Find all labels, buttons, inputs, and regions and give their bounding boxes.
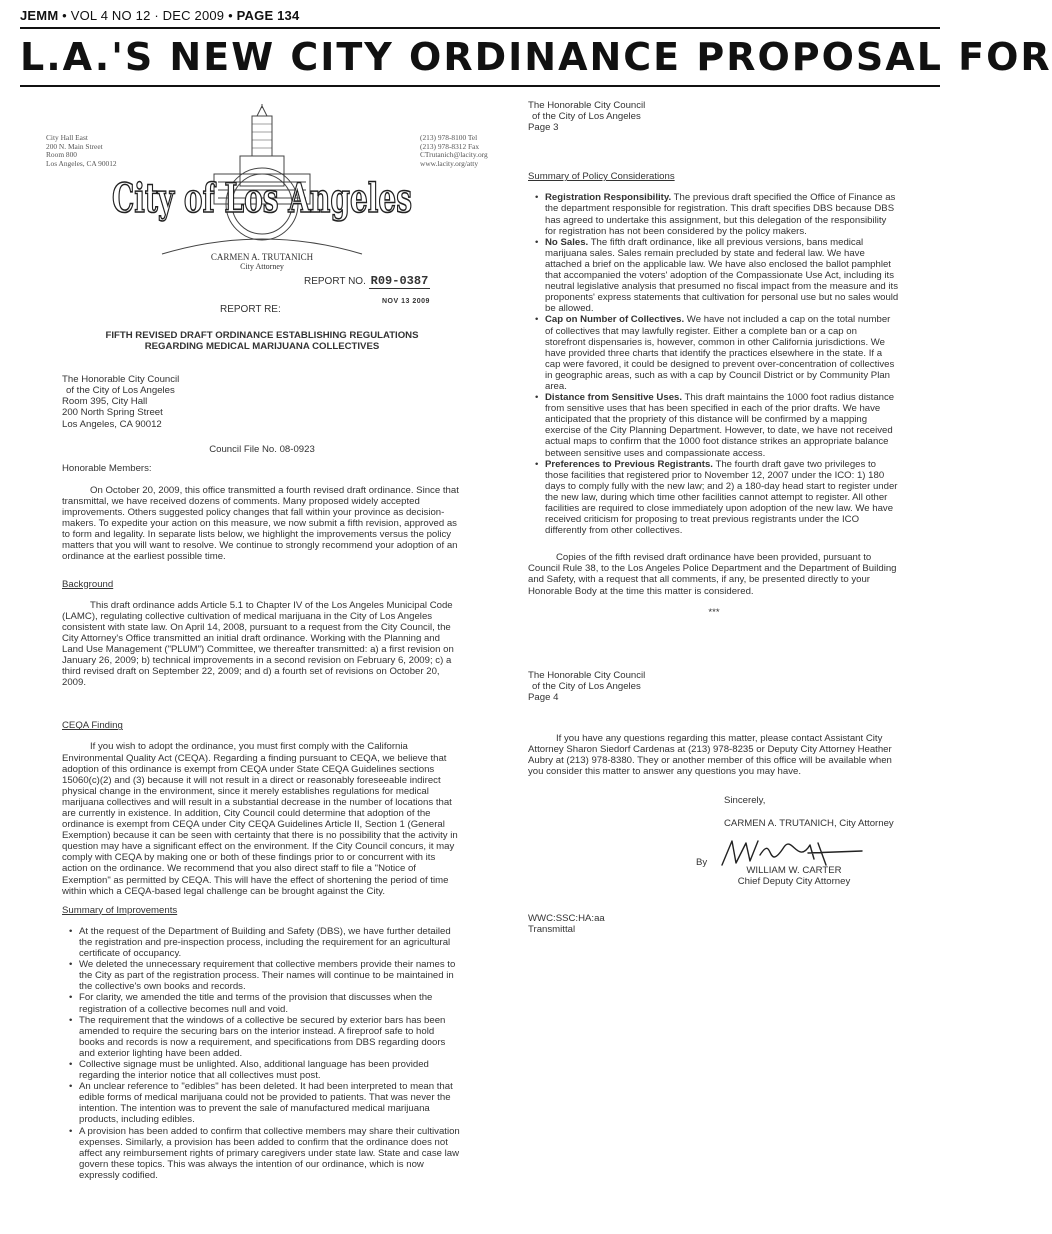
list-item: • Distance from Sensitive Uses. This draft maintains the 1000 foot radius distance from sensitive uses that has been specified in each of the prior drafts. We have anticipated that the propriety of this distance will be confirmed by a mapping exercise of the City Planning Department. However, to date, we have not received actual maps to confirm that the 1000 foot distance strikes an appropriate balance between sensitive uses and compassionate access. (545, 392, 900, 459)
running-header: JEMM • VOL 4 NO 12 · DEC 2009 • PAGE 134 (20, 8, 300, 23)
list-item: • No Sales. The fifth draft ordinance, like all previous versions, bans medical marijuana sales. Sales remain precluded by state and federal law. We have attached a brief on the applicable law. We have also enclosed the ballot pamphlet that accompanied the voters' adoption of the Compassionate Use Act, including its neutral legislative analysis that presumed no fiscal impact from the measure and its proponents' express statements that cultivation for personal use but no sales would be allowed. (545, 237, 900, 315)
report-number: REPORT NO. R09-0387 (304, 274, 429, 288)
intro-paragraph: On October 20, 2009, this office transmitted a fourth revised draft ordinance. Since that transmittal, we have received dozens of comments. Many proposed widely accepted improvements. Others suggested policy changes that fall within your province as decision-makers. To expedite your action on this measure, we now submit a fifth revision, approved as to form and legality. In separate lists below, we highlight the improvements versus the policy matters that you will want to resolve. We continue to strongly recommend your adoption of an ordinance at the earliest possible time. (62, 484, 459, 563)
list-item: • Preferences to Previous Registrants. The fourth draft gave two privileges to those facilities that registered prior to November 12, 2007 under the ICO: 1) 180 days to comply fully with the new law; and 2) a 180-day head start to register under the new law, during which time other facilities cannot attempt to register. All other facilities are required to close immediately upon adoption of the new law. We have received criticism for proposing to treat previous registrants under the ICO differently from other collectives. (545, 459, 900, 537)
page-number: PAGE 134 (236, 8, 300, 23)
list-item: • The requirement that the windows of a collective be secured by exterior bars has been amended to require the securing bars on the interior instead. A fireproof safe to hold books and records is now a requirement, and specifications from DBS regarding doors and exterior lighting have been added. (79, 1015, 462, 1059)
improvements-list (62, 926, 462, 1181)
handwritten-signature (714, 835, 864, 875)
by-label: By (696, 856, 708, 868)
copies-paragraph: Copies of the fifth revised draft ordinance have been provided, pursuant to Council Rule 38, to the Los Angeles Police Department and the Department of Building and Safety, with a request that all comments, if any, be presented directly to your Honorable Body at the time this matter is considered. (528, 552, 897, 597)
list-item: • At the request of the Department of Building and Safety (DBS), we have further detailed the registration and pre-inspection process, including the requirement for an agricultural certificate of occupancy. (79, 926, 462, 959)
policy-heading: Summary of Policy Considerations (528, 171, 675, 183)
publication-name: JEMM (20, 8, 59, 23)
letter-pages-3-4 (528, 100, 900, 935)
date-stamp: NOV 13 2009 (382, 298, 430, 305)
letterhead (46, 100, 488, 260)
page-4-header: The Honorable City Council of the City of Los Angeles Page 4 (528, 669, 646, 703)
attorney-name: CARMEN A. TRUTANICH (210, 252, 314, 262)
list-item: • Collective signage must be unlighted. Also, additional language has been provided regarding the interior notice that all collectives must post. (79, 1059, 462, 1081)
council-file: Council File No. 08-0923 (209, 443, 315, 455)
headline: L.A.'S NEW CITY ORDINANCE PROPOSAL FOR (20, 35, 1052, 79)
list-item: • Registration Responsibility. The previous draft specified the Office of Finance as the department responsible for registration. This draft specifies DBS because DBS has agreed to undertake this assignment, but this delegation of the responsibility for registration has not been considered by the policy makers. (545, 192, 900, 236)
attorney-title: City Attorney (240, 262, 284, 271)
signer-name: CARMEN A. TRUTANICH, City Attorney (724, 817, 894, 829)
section-separator: *** (708, 606, 720, 618)
letter-page-1 (46, 100, 488, 1181)
background-heading: Background (62, 578, 114, 590)
office-contact: (213) 978-8100 Tel (213) 978-8312 Fax CTrutanich@lacity.org www.lacity.org/atty (420, 133, 488, 168)
report-number-value: R09-0387 (370, 274, 429, 288)
city-seal-logo (102, 104, 422, 254)
background-paragraph: This draft ordinance adds Article 5.1 to Chapter IV of the Los Angeles Municipal Code (LAMC), regulating collective cultivation of medical marijuana in the City of Los Angeles consistent with state law. On April 14, 2008, pursuant to a request from the City Council, the City Attorney's Office transmitted an initial draft ordinance. Working with the Planning and Land Use Management ("PLUM") Committee, we thereafter transmitted: a) a first revision on January 26, 2009; b) technical improvements in a second revision on February 6, 2009; c) a third revised draft on September 22, 2009; and d) a fourth set of revisions on October 20, 2009. (62, 599, 454, 689)
list-item: • Cap on Number of Collectives. We have not included a cap on the total number of collectives that may lawfully register. Either a complete ban or a cap on storefront dispensaries is, however, common in other California jurisdictions. We have provided three charts that identify the practices elsewhere in the state. If a cap were favored, it could be designed to prevent over-concentration of collectives in geographic areas, such as with a cap by Council District or by Community Plan area. (545, 314, 900, 392)
improvements-heading: Summary of Improvements (62, 904, 178, 916)
signature-name: WILLIAM W. CARTER (746, 864, 842, 876)
signature-title: Chief Deputy City Attorney (737, 875, 851, 887)
seal-lettering: City of Los Angeles (112, 175, 412, 222)
issue-info: VOL 4 NO 12 · DEC 2009 (70, 8, 225, 23)
closing: Sincerely, (724, 795, 766, 807)
policy-list (528, 192, 900, 536)
initials: WWC:SSC:HA:aa (528, 912, 605, 924)
salutation: Honorable Members: (62, 462, 152, 474)
transmittal-label: Transmittal (528, 923, 576, 935)
signature-block (528, 839, 900, 879)
headline-rule (20, 85, 940, 87)
report-block (62, 276, 462, 318)
ceqa-heading: CEQA Finding (62, 720, 123, 732)
document-title: FIFTH REVISED DRAFT ORDINANCE ESTABLISHING REGULATIONS REGARDING MEDICAL MARIJUANA COLLECTIVES (105, 330, 419, 353)
list-item: • An unclear reference to "edibles" has been deleted. It had been interpreted to mean that edible forms of medical marijuana could not be provided to patients. That was never the intention. The intention was to prevent the sale of manufactured medical marijuana products, including edibles. (79, 1081, 462, 1125)
questions-paragraph: If you have any questions regarding this matter, please contact Assistant City Attorney Sharon Siedorf Cardenas at (213) 978-8235 or Deputy City Attorney Heather Aubry at (213) 978-8380. They or another member of this office will be available when you consider this matter to answer any questions you may have. (528, 733, 892, 778)
list-item: • A provision has been added to confirm that collective members may share their cultivation expenses. Similarly, a provision has been added to confirm that the ordinance does not affect any reimbursement rights of primary caregivers under state law. State and case law govern these topics. This was always the intention of our ordinance, which is now expressly codified. (79, 1126, 462, 1181)
addressee-block: The Honorable City Council of the City of Los Angeles Room 395, City Hall 200 North Spring Street Los Angeles, CA 90012 (62, 374, 180, 430)
masthead (20, 8, 1052, 87)
page-3-header: The Honorable City Council of the City of Los Angeles Page 3 (528, 100, 646, 134)
list-item: • We deleted the unnecessary requirement that collective members provide their names to the City as part of the registration process. Their names will continue to be maintained in the collective's own books and records. (79, 959, 462, 992)
report-re-label: REPORT RE: (220, 304, 281, 315)
ceqa-paragraph: If you wish to adopt the ordinance, you must first comply with the California Environmental Quality Act (CEQA). Regarding a finding pursuant to CEQA, we believe that adoption of this ordinance is exempt from CEQA under State CEQA Guidelines sections 15060(c)(2) and (3) because it will not result in a direct or reasonably foreseeable indirect physical change in the environment, since it merely establishes regulations for medical marijuana collectives and will result in a substantial decrease in the number of locations that are currently in existence. In addition, City Council could determine that adoption of the ordinance is exempt from CEQA under City CEQA Guidelines Article II, Section 1 (General Exemption) because it can be seen with certainty that there is no possibility that the activity in question may have a significant effect on the environment. If the City Council concurs, it may comply with CEQA by making one or both of these findings prior to or concurrent with its action on the ordinance. We recommend that you also direct staff to file a "Notice of Exemption" as permitted by CEQA. This will have the effect of shortening the period of time within which a CEQA-based legal challenge can be brought against the City. (62, 741, 458, 897)
office-address: City Hall East 200 N. Main Street Room 800 Los Angeles, CA 90012 (46, 133, 117, 168)
list-item: • For clarity, we amended the title and terms of the provision that discusses when the registration of a collective becomes null and void. (79, 992, 462, 1014)
